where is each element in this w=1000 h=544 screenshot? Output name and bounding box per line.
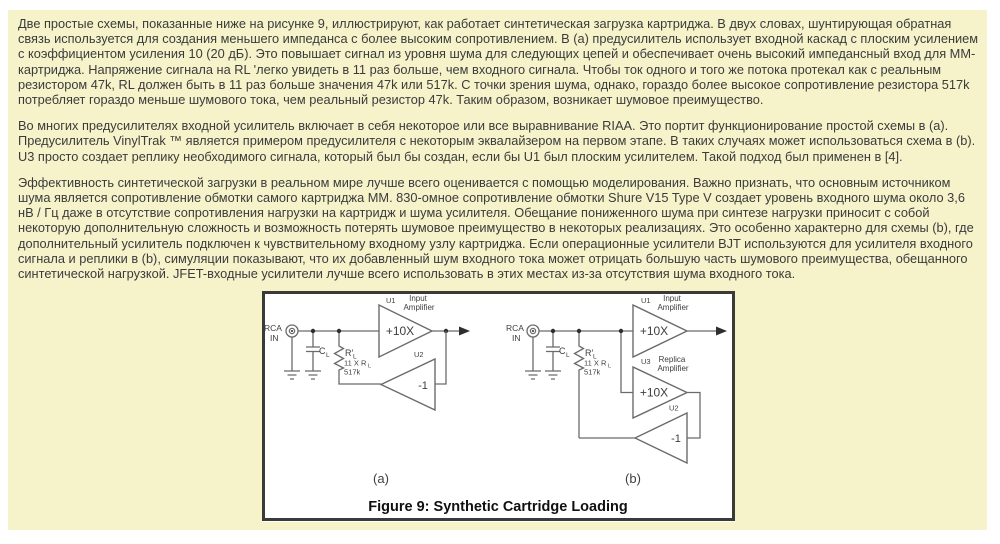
u2-gain: -1 [418, 380, 428, 392]
output-arrow-icon [716, 327, 727, 336]
u2-gain: -1 [671, 433, 681, 445]
output-arrow-icon [459, 327, 470, 336]
resistor-name-sub: L [353, 353, 357, 361]
resistor-formula-sub: L [608, 363, 612, 370]
resistor-value: 517k [344, 367, 361, 377]
junction-dot [311, 329, 315, 333]
u2-ref: U2 [414, 350, 424, 359]
ground-symbol [284, 371, 300, 379]
sublabel-a: (a) [373, 471, 389, 486]
junction-dot [577, 329, 581, 333]
rca-connector-icon [527, 325, 539, 337]
ground-symbol [525, 371, 541, 379]
rca-label: RCA [506, 323, 524, 333]
ground-symbol [305, 371, 321, 379]
resistor-formula-sub: L [368, 363, 372, 370]
junction-dot [337, 329, 341, 333]
u1-title-2: Amplifier [657, 303, 689, 312]
resistor-formula: 11 X R [344, 358, 367, 368]
u1-gain: +10X [385, 324, 415, 338]
u3-gain: +10X [639, 385, 669, 400]
u3-ref: U3 [641, 357, 651, 366]
u3-title-1: Replica [658, 355, 686, 364]
paragraph-2: Во многих предусилителях входной усилитель включает в себя некоторое или все выравнивание RIAA. Это портит функционирование простой схемы в (а). Предусилитель VinylTrak ™ является примером предусилителя с некоторым эквалайзером на первом этапе. В таких случаях может использоваться схема в (b). U3 просто создает реплику необходимого сигнала, который был бы создан, если бы U1 был плоским усилителем. Такой подход был применен в [4]. [18, 118, 976, 164]
u1-title-2: Amplifier [403, 303, 435, 312]
u1-title-1: Input [663, 294, 681, 303]
u1-gain: +10X [639, 324, 669, 338]
resistor-value: 517k [584, 367, 601, 377]
replica-output-wire [687, 393, 700, 439]
circuit-a [264, 294, 470, 486]
article-body [8, 10, 987, 530]
cap-label-sub: L [566, 352, 570, 359]
ground-symbol [545, 371, 561, 379]
figure-9 [262, 291, 735, 522]
text-block [8, 10, 987, 281]
feedback-wire [435, 331, 446, 384]
circuit-b [506, 294, 727, 486]
resistor-name-sub: L [593, 353, 597, 361]
capacitor-symbol [546, 331, 560, 371]
cap-label-sub: L [326, 352, 330, 359]
resistor-name: R′ [585, 348, 594, 358]
rca-label: RCA [264, 323, 282, 333]
cap-label: C [559, 346, 566, 356]
junction-dot [619, 329, 623, 333]
resistor-symbol [575, 331, 584, 438]
paragraph-3: Эффективность синтетической загрузки в реальном мире лучше всего оценивается с помощью моделирования. Важно признать, что основным источником шума является сопротивление обмотки самого картриджа ММ. 830-омное сопротивление обмотки Shure V15 Type V создает уровень входного шума около 3,6 нВ / Гц даже в отсутствие сопротивления нагрузки на картридж и шума усилителя. Обещание пониженного шума при синтезе нагрузки приносит с собой некоторую дополнительную сложность и возможность потерять шумовое преимущество в некоторых реализациях. Это особенно характерно для схемы (b), где дополнительный усилитель подключен к чувствительному входному узлу картриджа. Если операционные усилители BJT используются для усилителя входного сигнала и реплики в (b), симуляции показывают, что их добавленный шум входного тока может отрицать большую часть шумового преимущества, обещанного синтетической нагрузкой. JFET-входные усилители лучше всего использовать в этих местах из-за отсутствия шума входного тока. [18, 174, 974, 282]
resistor-formula: 11 X R [584, 358, 607, 368]
resistor-name: R′ [345, 348, 354, 358]
cap-label: C [319, 346, 326, 356]
u1-title-1: Input [409, 294, 427, 303]
paragraph-1: Две простые схемы, показанные ниже на рисунке 9, иллюстрируют, как работает синтетическая загрузка картриджа. В двух словах, шунтирующая обратная связь используется для создания меньшего импеданса с более высоким сопротивлением. В (а) предусилитель использует входной каскад с плоским усилением с коэффициентом усиления 10 (20 дБ). Это повышает сигнал из уровня шума для следующих цепей и обеспечивает очень высокий импедансный вход для ММ-картриджа. Напряжение сигнала на RL 'легко увидеть в 11 раз больше, чем входного сигнала. Чтобы ток одного и того же потока протекал как с реальным резистором 47k, RL должен быть в 11 раз больше значения 47k или 517k. С точки зрения шума, однако, гораздо более высокое сопротивление резистора 517k потребляет гораздо меньше шумового тока, чем реальный резистор 47k. Таким образом, возникает шумовое преимущество. [18, 16, 979, 108]
rca-connector-icon [286, 325, 298, 337]
u1-ref: U1 [386, 296, 396, 305]
in-label: IN [512, 333, 521, 343]
capacitor-symbol [306, 331, 320, 371]
circuit-diagram [262, 291, 735, 522]
sublabel-b: (b) [625, 471, 641, 486]
figure-caption: Figure 9: Synthetic Cartridge Loading [368, 499, 628, 515]
u3-title-2: Amplifier [657, 364, 689, 373]
replica-input-wire [621, 331, 633, 393]
u2-ref: U2 [669, 403, 679, 413]
in-label: IN [270, 333, 279, 343]
u1-ref: U1 [641, 296, 651, 305]
junction-dot [551, 329, 555, 333]
